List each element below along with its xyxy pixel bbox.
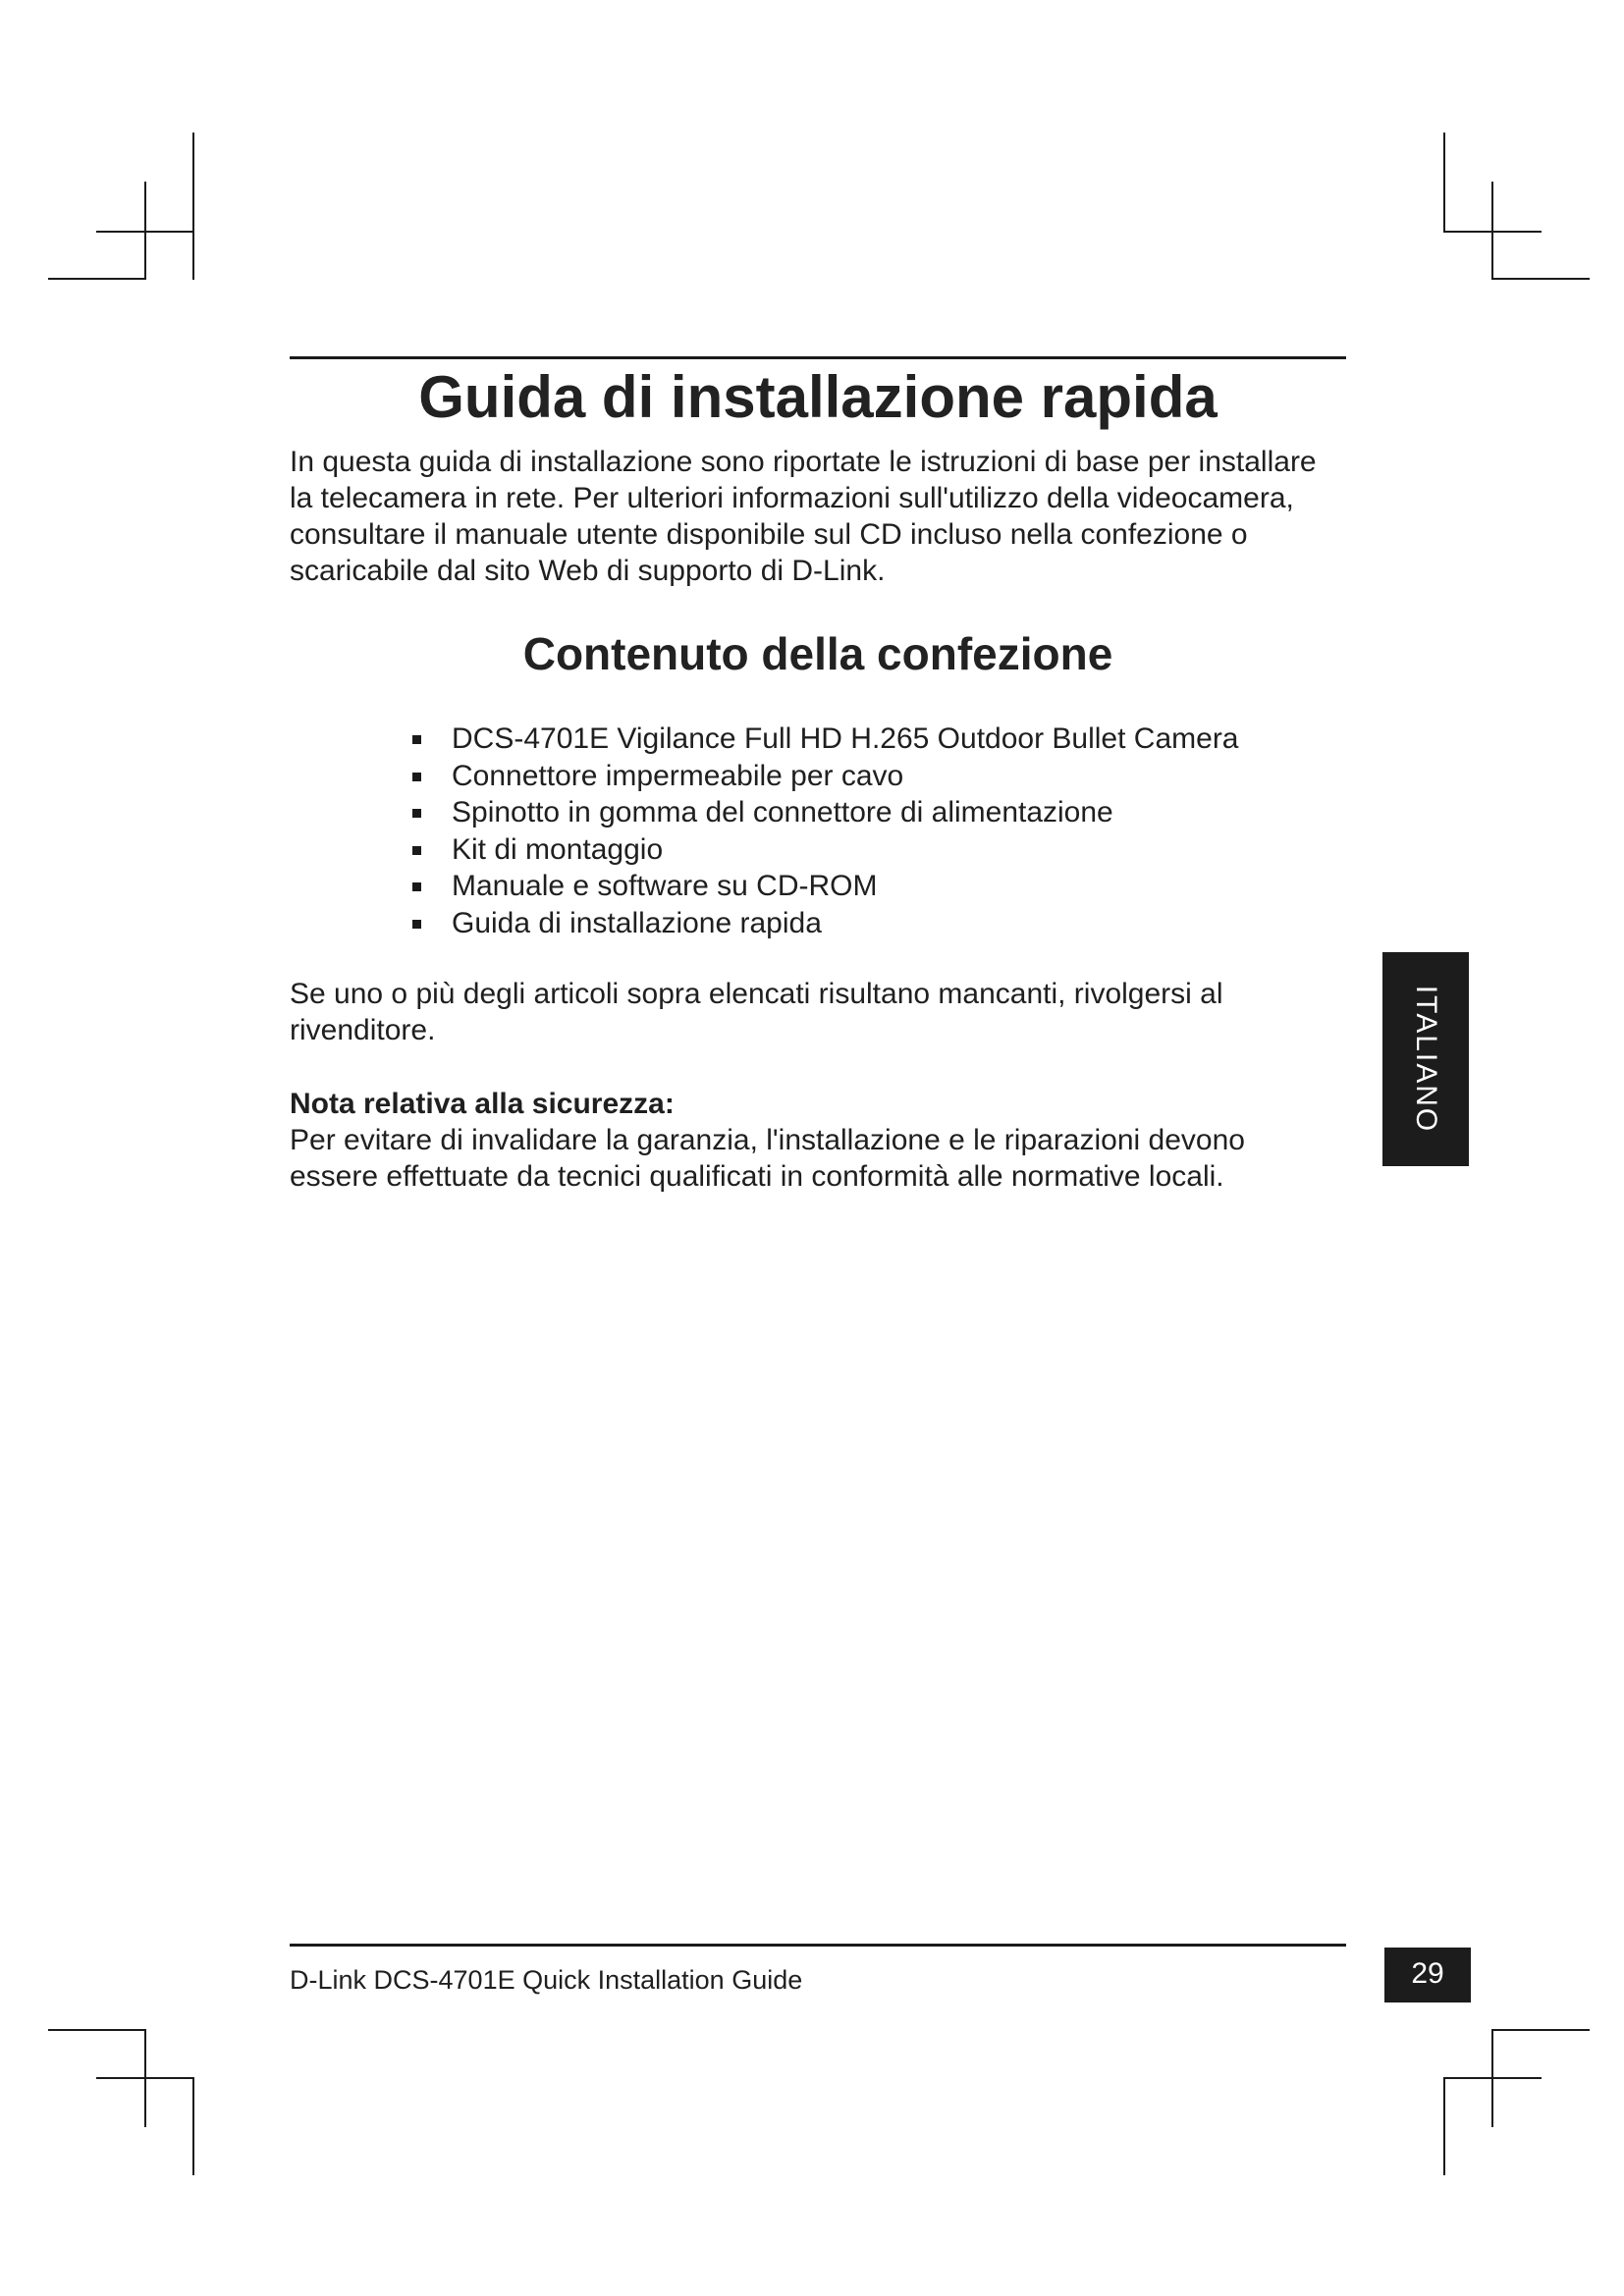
crop-mark-top-right-h2 [1491,278,1590,280]
list-item [403,868,1239,905]
list-item [403,758,1239,795]
bullet-icon [412,882,421,891]
language-tab [1382,952,1469,1166]
page-number: 29 [1411,1957,1444,1990]
bullet-icon [412,809,421,818]
list-item-text: Guida di installazione rapida [452,906,822,939]
bullet-icon [412,846,421,855]
crop-mark-bottom-left-h1 [48,2029,146,2031]
list-item-text: Manuale e software su CD-ROM [452,870,878,903]
list-item-text: Spinotto in gomma del connettore di alimentazione [452,796,1113,829]
list-item-text: Connettore impermeabile per cavo [452,759,904,792]
intro-paragraph: In questa guida di installazione sono riportate le istruzioni di base per installare la telecamera in rete. Per ulteriori informazioni sull'utilizzo della videocamera, consultare il manuale utente disponibile sul CD incluso nella confezione o scaricabile dal sito Web di supporto di D-Link. [290,446,1317,587]
list-item [403,794,1239,831]
crop-mark-bottom-right-h1 [1491,2029,1590,2031]
crop-mark-bottom-left-v1 [144,2029,146,2127]
safety-note-title: Nota relativa alla sicurezza: [290,1088,675,1120]
missing-items-paragraph: Se uno o più degli articoli sopra elencati risultano mancanti, rivolgersi al rivenditore. [290,978,1223,1046]
list-item [403,905,1239,942]
crop-mark-top-left-h1 [96,231,194,233]
crop-mark-top-right-v1 [1443,133,1445,231]
crop-mark-bottom-left-v2 [192,2077,194,2175]
package-contents-list [403,721,1239,942]
crop-mark-bottom-right-v2 [1443,2077,1445,2175]
bullet-icon [412,773,421,781]
page-number-box [1384,1948,1471,2002]
crop-mark-top-right-h1 [1443,231,1542,233]
crop-mark-top-left-v1 [192,133,194,280]
footer-rule [290,1944,1346,1947]
list-item [403,721,1239,758]
list-item-text: DCS-4701E Vigilance Full HD H.265 Outdoor Bullet Camera [452,722,1239,755]
language-tab-label: ITALIANO [1410,985,1442,1134]
footer-text: D-Link DCS-4701E Quick Installation Guide [290,1965,803,1995]
crop-mark-top-left-h2 [48,278,146,280]
package-contents-heading: Contenuto della confezione [522,628,1113,679]
header-rule [290,356,1346,359]
list-item [403,831,1239,869]
page-title: Guida di installazione rapida [418,364,1218,430]
bullet-icon [412,920,421,929]
list-item-text: Kit di montaggio [452,832,664,866]
crop-mark-bottom-right-v1 [1491,2029,1493,2127]
bullet-icon [412,735,421,744]
safety-note-text: Per evitare di invalidare la garanzia, l'installazione e le riparazioni devono essere effettuate da tecnici qualificati in conformità alle normative locali. [290,1124,1245,1193]
